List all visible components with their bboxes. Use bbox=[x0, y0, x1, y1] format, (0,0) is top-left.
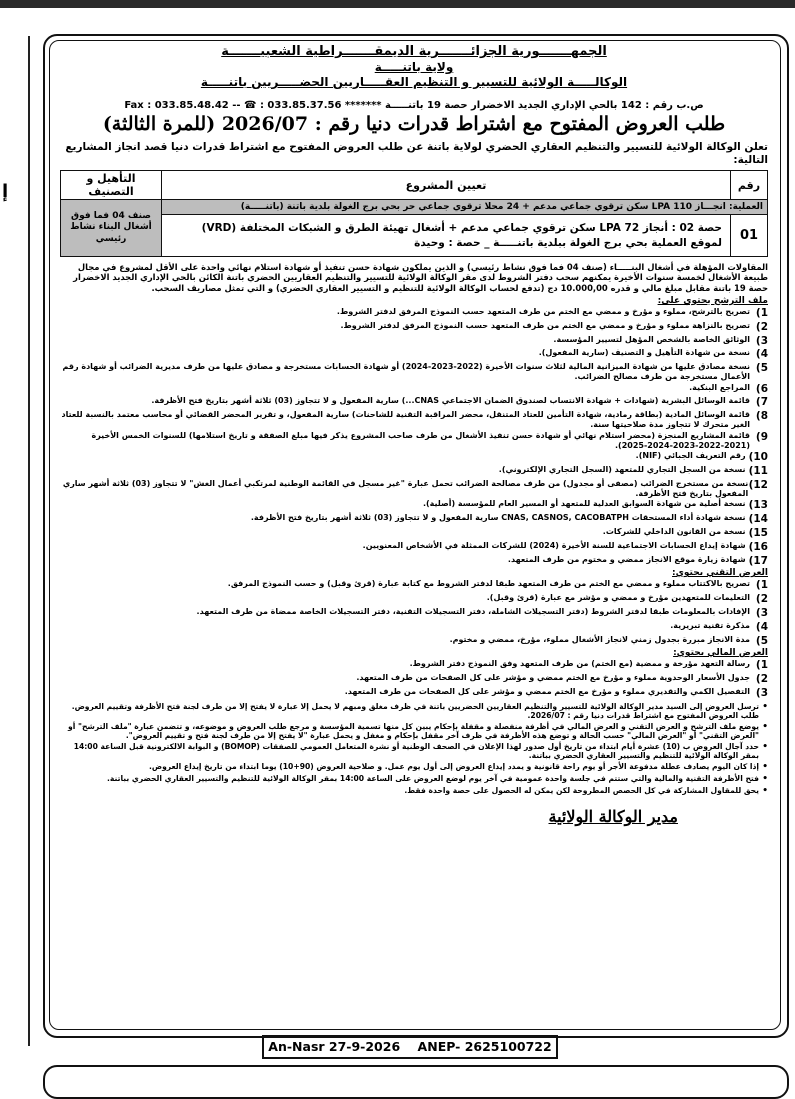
left-column-fragment: إ bbox=[2, 181, 9, 202]
item-text: شهادة إيداع الحسابات الاجتماعية للسنة الأخيرة (2024) للشركات الممثلة في الأشخاص المعنويين. bbox=[362, 540, 746, 550]
list-item bbox=[60, 635, 768, 648]
item-text: نسخة مصادق عليها من شهادة الميزانية المالية لثلاث سنوات الأخيرة (2022-2023-2024) أو شهادة الحسابات مستخرجة و مصادق عليها من طرف مديرية الضرائب أو شهادة رقم الأعمال مستخرجة من طرف مصالح الضرائب. bbox=[62, 362, 750, 381]
item-number: 8) bbox=[755, 410, 768, 423]
item-text: نسخة شهادة أداء المستحقات CNAS, CASNOS, CACOBATPH سارية المفعول و لا تتجاوز (03) ثلاثة أشهر بتاريخ فتح الأظرفة. bbox=[250, 513, 746, 523]
lot-description bbox=[162, 215, 731, 256]
list-item bbox=[60, 541, 768, 554]
item-number: 2) bbox=[755, 673, 768, 686]
list-item bbox=[60, 465, 768, 478]
item-number: 2) bbox=[755, 320, 768, 333]
agency-name: الوكالـــــة الولائية للتسيير و التنظيم العقـــــاريين الحضـــــريين باتنـــــة bbox=[200, 75, 628, 90]
item-number: 4) bbox=[755, 620, 768, 633]
list-item bbox=[60, 687, 768, 700]
note-text: يحق للمقاول المشاركة في كل الحصص المطروحة لكن يمكن له الحصول على حصة واحدة فقط. bbox=[404, 786, 759, 796]
item-number: 4) bbox=[755, 348, 768, 361]
list-item bbox=[60, 527, 768, 540]
list-item bbox=[60, 479, 768, 499]
lot-row bbox=[61, 215, 768, 256]
item-text: نسخة من القانون الداخلي للشركات. bbox=[602, 526, 746, 536]
item-number: 17) bbox=[748, 554, 768, 567]
item-number: 1) bbox=[755, 659, 768, 672]
operation-row bbox=[61, 200, 768, 215]
item-text: جدول الأسعار الوحدوية مملوء و مؤرخ مع الختم ممضي و مؤشر على كل الصفحات من طرف المتعهد. bbox=[356, 673, 750, 683]
note-item bbox=[60, 742, 768, 761]
candidature-heading: ملف الترشح يحتوي على: bbox=[657, 295, 768, 306]
lot-line-2: لموقع العملية بحي برج الغولة ببلدية باتنـــــة _ حصة : وحيدة bbox=[414, 236, 722, 249]
item-number: 2) bbox=[755, 593, 768, 606]
contact-line: Fax : 033.85.48.42 -- ☎ : 033.85.37.56 ******* ص.ب رقم : 142 بالحي الإداري الجديد الاخضرار حصة 19 باتنـــــة bbox=[124, 100, 704, 112]
province-name: ولاية باتنـــــة bbox=[374, 60, 454, 75]
item-text: المراجع البنكية. bbox=[689, 382, 750, 392]
projects-table bbox=[60, 170, 768, 256]
note-item bbox=[60, 774, 768, 785]
candidature-list bbox=[60, 307, 768, 567]
intro-text: تعلن الوكالة الولائية للتسيير والتنظيم العقاري الحضري لولاية باتنة عن طلب العروض المفتوح مع اشتراط قدرات دنيا قصد انجاز المشاريع التالية: bbox=[65, 141, 768, 167]
item-text: نسخة أصلية من شهادة السوابق العدلية للمتعهد أو المسير العام للمؤسسة (أصلية). bbox=[422, 499, 746, 509]
list-item bbox=[60, 410, 768, 430]
item-text: نسخة من مستخرج الضرائب (مصفى أو مجدول) من طرف مصالحة الضرائب تحمل عبارة "غير مسجل في القائمة الوطنية لمرتكبي أعمال الغش" لا تتجاوز (03) ثلاثة أشهر ساري المفعول بتاريخ فتح الأظرفة. bbox=[62, 478, 749, 498]
list-item bbox=[60, 673, 768, 686]
col-number-header: رقم bbox=[731, 171, 768, 200]
item-number: 11) bbox=[748, 465, 768, 478]
item-text: الإفادات بالمعلومات طبقا لدفتر الشروط (دفتر التسجيلات الشاملة، دفتر التسجيلات التقنية، دفتر التسجيلات الخاصة ممضاة من طرف المتعهد. bbox=[196, 606, 750, 616]
list-item bbox=[60, 348, 768, 361]
item-number: 5) bbox=[755, 362, 768, 375]
item-number: 3) bbox=[755, 606, 768, 619]
technical-heading: العرض التقني يحتوي: bbox=[672, 568, 768, 579]
item-number: 9) bbox=[755, 430, 768, 443]
item-number: 16) bbox=[748, 540, 768, 553]
bullet-icon: • bbox=[762, 741, 768, 752]
bullet-icon: • bbox=[762, 761, 768, 772]
notes-list bbox=[60, 702, 768, 798]
item-text: التعليمات للمتعهدين مؤرخ و ممضي و مؤشر مع عبارة (قرئ وقبل). bbox=[486, 593, 750, 603]
bullet-icon: • bbox=[762, 701, 768, 712]
signature: مدير الوكالة الولائية bbox=[548, 807, 678, 827]
bullet-icon: • bbox=[762, 773, 768, 784]
qualification-cell: صنف 04 فما فوق أشغال البناء نشاط رئيسي bbox=[61, 200, 162, 256]
item-text: رسالة التعهد مؤرخة و ممضية (مع الختم) من طرف المتعهد وفق النموذج دفتر الشروط. bbox=[409, 659, 750, 669]
item-number: 7) bbox=[755, 396, 768, 409]
item-number: 6) bbox=[755, 382, 768, 395]
left-neighbor-column bbox=[0, 36, 30, 1046]
item-text: نسخة من السجل التجاري للمتعهد (السجل التجاري الإلكتروني). bbox=[498, 465, 746, 475]
note-item bbox=[60, 786, 768, 797]
list-item bbox=[60, 335, 768, 348]
item-text: التفصيل الكمي والتقديري مملوء و مؤرخ مع الختم ممضي و مؤشر على كل الصفحات من طرف المتعهد. bbox=[344, 686, 750, 696]
list-item bbox=[60, 579, 768, 592]
note-item bbox=[60, 702, 768, 721]
item-text: قائمة الوسائل المادية (بطاقة رمادية، شهادة التأمين للعتاد المتنقل، محضر المراقبة التقنية للشاحنات) سارية المفعول، و تقرير المحضر القضائي أو محاسب معتمد بالنسبة للعتاد الغير متحرك لا تتجاوز مدة صلاحيتها سنة. bbox=[61, 410, 750, 430]
operation-text: العملية: انجـــاز 110 LPA سكن ترقوي جماعي مدعم + 24 محلا ترقوي جماعي حر بحي برج الغولة بلدية باتنة (باتنـــــة) bbox=[162, 200, 768, 215]
tender-notice bbox=[60, 44, 768, 1026]
list-item bbox=[60, 513, 768, 526]
note-text: إذا كان اليوم يصادف عطلة مدفوعة الأجر أو يوم راحة قانونية و يمدد إيداع العروض إلى أول يوم عمل. و صلاحية العروض (90+10) يوما ابتداء من تاريخ إيداع العروض. bbox=[148, 761, 759, 771]
list-item bbox=[60, 383, 768, 396]
item-text: تصريح بالاكتتاب مملوء و ممضي مع الختم من طرف المتعهد طبقا لدفتر الشروط مع كتابة عبارة (قرئ وقبل) و حسب النموذج المرفق. bbox=[227, 579, 750, 589]
item-number: 12) bbox=[748, 478, 768, 491]
republic-title: الجمهـــــــورية الجزائـــــــرية الديمقـــــــراطية الشعبيـــــــة bbox=[221, 44, 607, 59]
notice-header bbox=[60, 44, 768, 90]
note-text: فتح الأظرفة التقنية والمالية والتي ستتم في جلسة واحدة عمومية في آخر يوم لوضع العروض على الساعة 14:00 بمقر الوكالة الولائية للتنظيم والتسيير العقاري الحضري بباتنة. bbox=[107, 773, 759, 783]
item-text: نسخة من شهادة التأهيل و التصنيف (سارية المفعول). bbox=[538, 348, 750, 358]
list-item bbox=[60, 621, 768, 634]
note-item bbox=[60, 762, 768, 773]
financial-list bbox=[60, 659, 768, 699]
list-item bbox=[60, 362, 768, 382]
technical-list bbox=[60, 579, 768, 647]
list-item bbox=[60, 499, 768, 512]
item-number: 1) bbox=[755, 579, 768, 592]
item-text: شهادة زيارة موقع الانجاز ممضي و مختوم من طرف المتعهد. bbox=[507, 554, 746, 564]
list-item bbox=[60, 659, 768, 672]
tender-title: طلب العروض المفتوح مع اشتراط قدرات دنيا رقم : 2026/07 (للمرة الثالثة) bbox=[102, 113, 726, 136]
item-number: 14) bbox=[748, 513, 768, 526]
item-number: 5) bbox=[755, 634, 768, 647]
col-project-header: تعيين المشروع bbox=[162, 171, 731, 200]
item-number: 3) bbox=[755, 686, 768, 699]
note-text: ترسل العروض إلى السيد مدير الوكالة الولائية للتسيير والتنظيم العقاريين الحضريين باتنة في ظرف مغلق ومبهم لا يحمل إلا عبارة لا يفتح إلا من طرف لجنة فتح الأظرفة وتقييم العروض. طلب العروض المفتوح مع اشتراط قدرات دنيا رقم : 2026/07. bbox=[71, 701, 759, 721]
item-number: 3) bbox=[755, 334, 768, 347]
item-text: قائمة الوسائل البشرية (شهادات + شهادة الانتساب لصندوق الضمان الاجتماعي CNAS...) سارية المفعول و لا تتجاوز (03) ثلاثة أشهر بتاريخ فتح الأظرفة. bbox=[151, 396, 750, 406]
list-item bbox=[60, 431, 768, 451]
table-header-row bbox=[61, 171, 768, 200]
bullet-icon: • bbox=[762, 721, 768, 732]
note-text: يوضع ملف الترشح و العرض التقني و العرض المالي في أظرفة منفصلة و مقفلة بإحكام يبين كل منها تسمية المؤسسة و مرجع طلب العروض و موضوعه، و تتضمن عبارة "ملف الترشح" أو "العرض التقني" أو "العرض المالي" حسب الحالة و توضع هذه الأظرفة في ظرف آخر مقفل بإحكام و مغفل و يحمل عبارة "لا يفتح إلا من طرف لجنة فتح و تقييم العروض". bbox=[68, 721, 759, 741]
item-text: مذكرة تقنية تبريرية. bbox=[670, 620, 750, 630]
note-item bbox=[60, 722, 768, 741]
eligibility-paragraph: المقاولات المؤهلة في أشغال البنـــــاء (صنف 04 فما فوق نشاط رئيسي) و الذين يملكون شهادة حسن تنفيذ أو شهادة استلام نهائي واحدة على الأقل لمشروع في مجال طبيعة الأشغال لخمسة سنوات الأخيرة يمكنهم سحب دفتر الشروط لدى مقر الوكالة الولائية للتسيير والتنظيم العقاريين الحضري باتنة الكائن بالحي الإداري الجديد الاخضرار حصة 19 باتنة مقابل مبلغ مالي و قدره 10.000,00 دج (تدفع لحساب الوكالة الولائية للتنظيم و التسيير العقاري الحضري) و التي تمثل مصاريف السحب. bbox=[73, 261, 768, 294]
list-item bbox=[60, 555, 768, 568]
list-item bbox=[60, 321, 768, 334]
top-border-bar bbox=[0, 0, 795, 8]
next-notice-frame bbox=[43, 1065, 789, 1099]
item-number: 10) bbox=[748, 451, 768, 464]
item-number: 15) bbox=[748, 526, 768, 539]
item-number: 13) bbox=[748, 499, 768, 512]
list-item bbox=[60, 607, 768, 620]
item-text: تصريح بالنزاهة مملوء و مؤرخ و ممضي مع الختم من طرف المتعهد حسب النموذج المرفق لدفتر الشروط. bbox=[340, 320, 750, 330]
col-qualification-header: التأهيل و التصنيف bbox=[61, 171, 162, 200]
list-item bbox=[60, 396, 768, 409]
bullet-icon: • bbox=[762, 786, 768, 797]
note-text: حدد آجال العروض ب (10) عشرة أيام ابتداء من تاريخ أول صدور لهذا الإعلان في الصحف الوطنية أو نشرة المتعامل العمومي للصفقات (BOMOP) و البوابة الالكترونية قبل الساعة 14:00 بمقر الوكالة الولائية للتنظيم والتسيير العقاري الحضري بباتنة. bbox=[73, 741, 759, 761]
publication-footer: An-Nasr 27-9-2026 ANEP- 2625100722 bbox=[262, 1035, 558, 1059]
list-item bbox=[60, 593, 768, 606]
item-number: 1) bbox=[755, 306, 768, 319]
lot-line-1: حصة 02 : أنجاز 72 LPA سكن ترقوي جماعي مدعم + أشغال تهيئة الطرق و الشبكات المختلفة (VRD) bbox=[201, 222, 722, 235]
lot-number: 01 bbox=[731, 215, 768, 256]
item-text: مدة الانجاز مبررة بجدول زمني لانجاز الأشغال مملوء، مؤرخ، ممضي و مختوم. bbox=[449, 634, 750, 644]
item-text: رقم التعريف الجبائي (NIF). bbox=[635, 451, 746, 461]
list-item bbox=[60, 451, 768, 464]
item-text: تصريح بالترشح، مملوء و مؤرخ و ممضي مع الختم من طرف المتعهد حسب النموذج المرفق لدفتر الشروط. bbox=[336, 306, 750, 316]
list-item bbox=[60, 307, 768, 320]
financial-heading: العرض المالي يحتوي: bbox=[673, 648, 768, 659]
item-text: الوثائق الخاصة بالشخص المؤهل لتسيير المؤسسة. bbox=[553, 334, 750, 344]
item-text: قائمة المشاريع المنجزة (محضر استلام نهائي أو شهادة حسن تنفيذ الأشغال من طرف صاحب المشروع يذكر فيها مبلغ الصفقة و تاريخ استلامها) للسنوات الخمس الأخيرة (2021-2022-2023-2024-2025). bbox=[91, 430, 750, 450]
